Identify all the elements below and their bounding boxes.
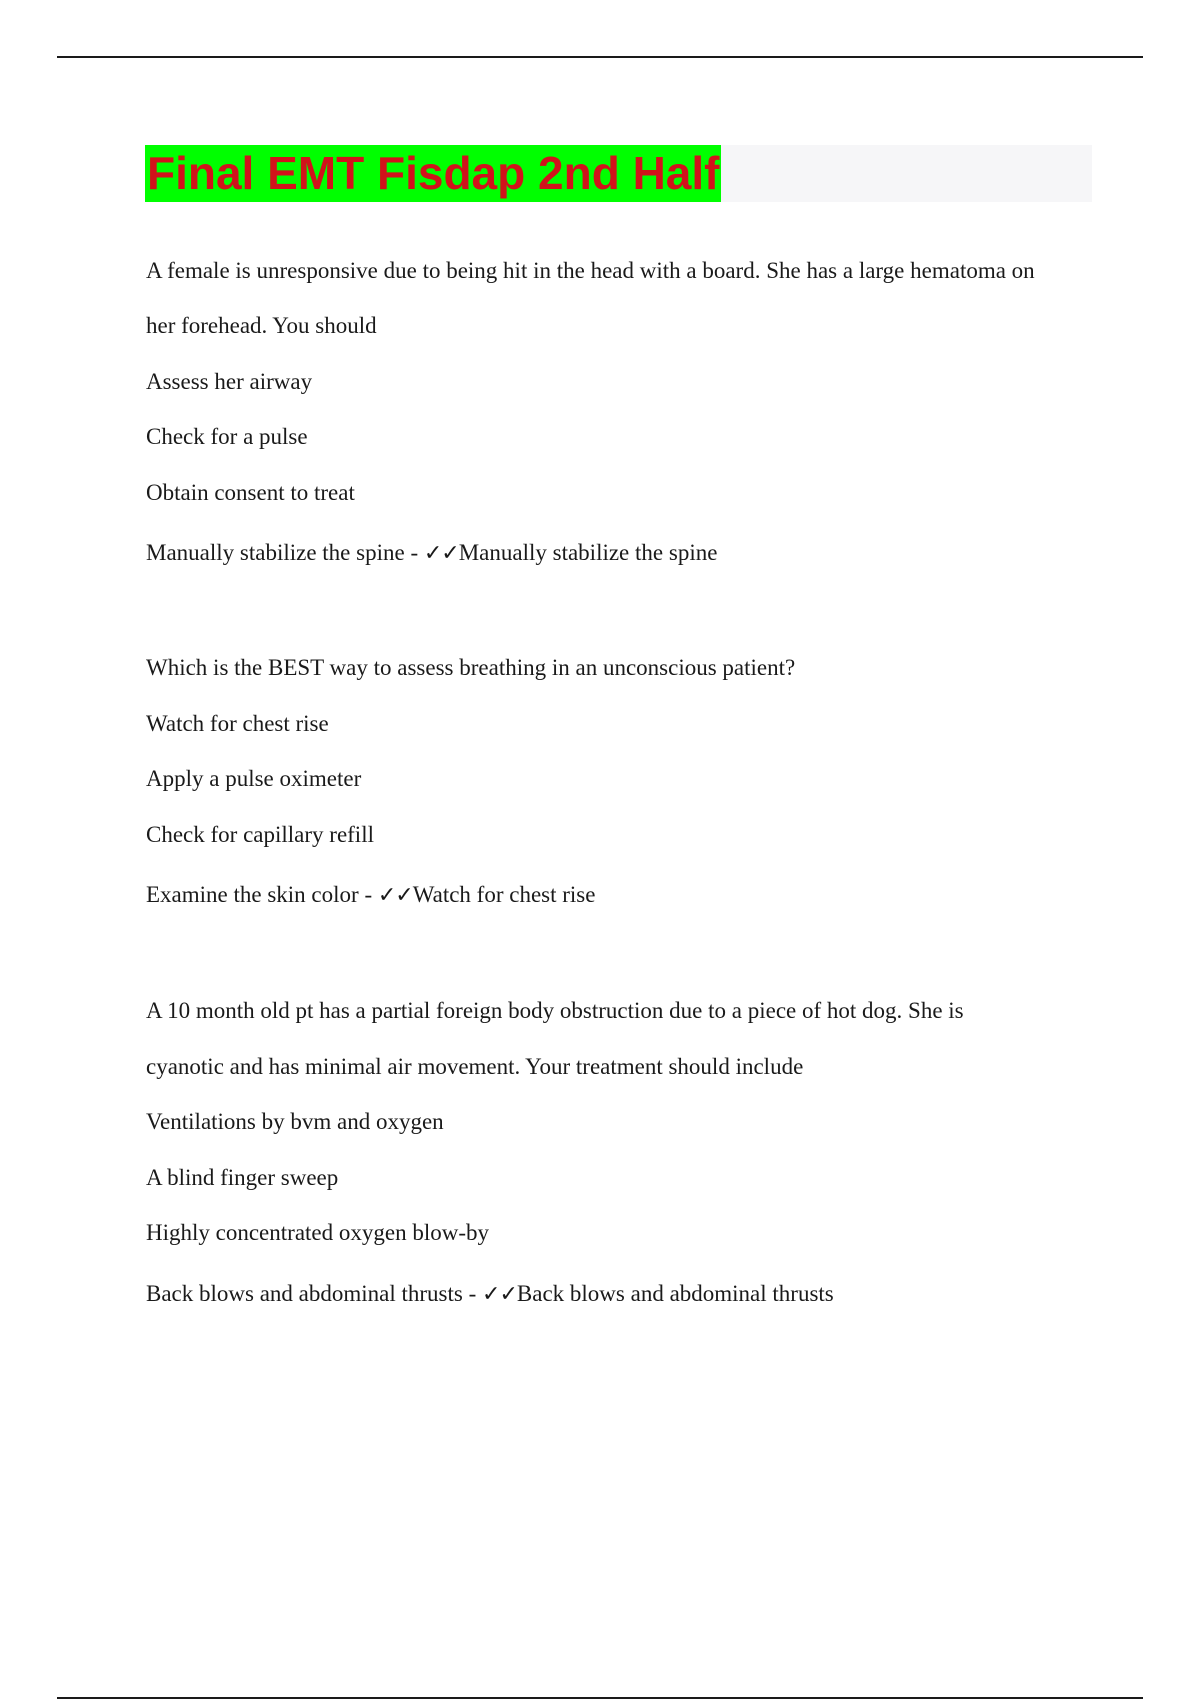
question-3-line-2: cyanotic and has minimal air movement. Your treatment should include — [146, 1054, 804, 1079]
question-1-answer-line — [146, 538, 717, 569]
answer-separator: - — [462, 1281, 483, 1306]
top-rule — [57, 56, 1143, 58]
question-2-answer: Watch for chest rise — [412, 882, 596, 907]
question-2-answer-line — [146, 880, 595, 911]
question-3-answer: Back blows and abdominal thrusts — [516, 1281, 834, 1306]
question-3-option-1: Ventilations by bvm and oxygen — [146, 1109, 444, 1134]
question-2-option-2: Apply a pulse oximeter — [146, 766, 362, 791]
question-3-option-2: A blind finger sweep — [146, 1165, 339, 1190]
question-2-option-3: Check for capillary refill — [146, 822, 374, 847]
question-2-option-1: Watch for chest rise — [146, 711, 329, 736]
answer-separator: - — [358, 882, 378, 907]
check-icon: ✓✓ — [423, 541, 459, 566]
question-3-line-1: A 10 month old pt has a partial foreign body obstruction due to a piece of hot dog. She is — [146, 998, 964, 1023]
check-icon: ✓✓ — [482, 1282, 517, 1307]
question-1-option-3: Obtain consent to treat — [146, 480, 355, 505]
question-3-option-4: Back blows and abdominal thrusts — [146, 1281, 463, 1306]
question-1-answer: Manually stabilize the spine — [458, 540, 718, 565]
question-1-option-4: Manually stabilize the spine — [146, 540, 405, 565]
page-title: Final EMT Fisdap 2nd Half — [145, 145, 721, 202]
answer-separator: - — [404, 540, 424, 565]
question-2-line-1: Which is the BEST way to assess breathing in an unconscious patient? — [146, 655, 796, 680]
bottom-rule — [57, 1697, 1143, 1699]
question-3-answer-line — [146, 1279, 834, 1310]
check-icon: ✓✓ — [377, 883, 413, 908]
question-1-line-2: her forehead. You should — [146, 313, 377, 338]
question-1-option-1: Assess her airway — [146, 369, 313, 394]
question-2-option-4: Examine the skin color — [146, 882, 359, 907]
question-3-option-3: Highly concentrated oxygen blow-by — [146, 1220, 489, 1245]
question-1-option-2: Check for a pulse — [146, 424, 308, 449]
question-1-line-1: A female is unresponsive due to being hit in the head with a board. She has a large hematoma on — [146, 258, 1035, 283]
